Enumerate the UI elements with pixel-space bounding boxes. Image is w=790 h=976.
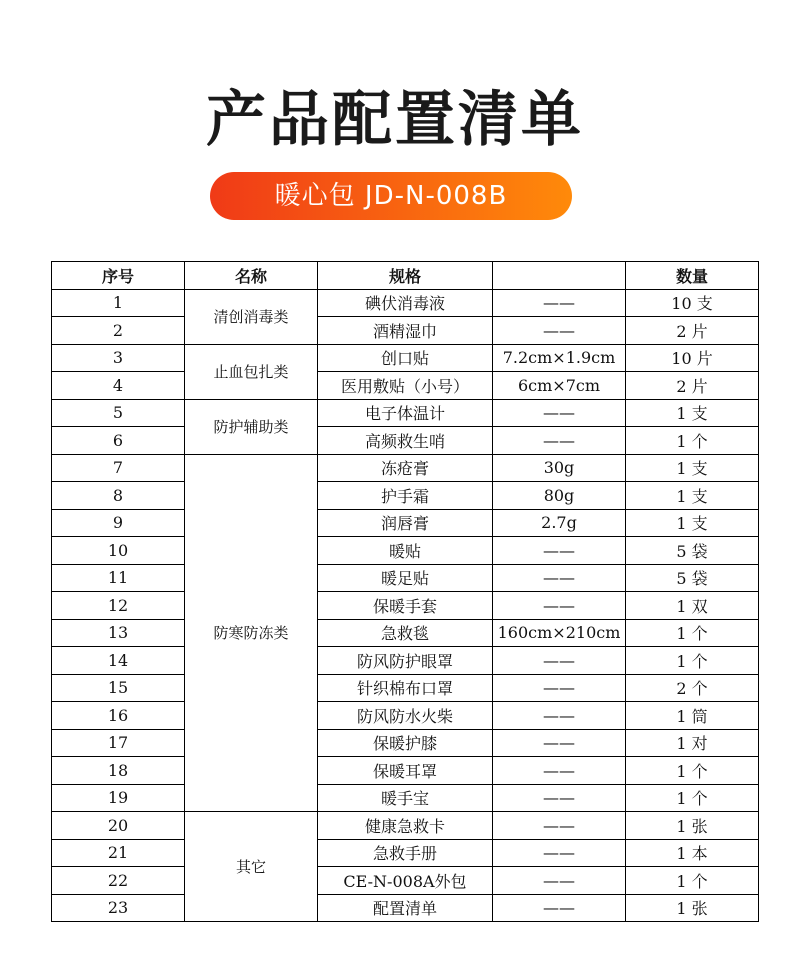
- cell-qty: 2 片: [626, 317, 759, 345]
- product-model-badge: 暖心包 JD-N-008B: [210, 172, 572, 220]
- table-row: [52, 812, 759, 840]
- cell-spec: ——: [493, 812, 626, 840]
- cell-no: 23: [52, 894, 185, 922]
- cell-item: 健康急救卡: [318, 812, 493, 840]
- cell-item: 冻疮膏: [318, 454, 493, 482]
- cell-qty: 5 袋: [626, 564, 759, 592]
- cell-no: 20: [52, 812, 185, 840]
- cell-item: 暖足贴: [318, 564, 493, 592]
- table-row: [52, 454, 759, 482]
- cell-spec: 2.7g: [493, 509, 626, 537]
- table-row: [52, 592, 759, 620]
- table-row: [52, 702, 759, 730]
- table-row: [52, 839, 759, 867]
- config-table: [51, 261, 759, 922]
- cell-qty: 1 双: [626, 592, 759, 620]
- cell-spec: ——: [493, 839, 626, 867]
- cell-item: 急救手册: [318, 839, 493, 867]
- cell-spec: ——: [493, 729, 626, 757]
- cell-qty: 1 支: [626, 454, 759, 482]
- cell-item: CE-N-008A外包: [318, 867, 493, 895]
- cell-no: 10: [52, 537, 185, 565]
- table-row: [52, 289, 759, 317]
- table-row: [52, 344, 759, 372]
- cell-spec: 160cm×210cm: [493, 619, 626, 647]
- cell-spec: ——: [493, 427, 626, 455]
- header-spec: [493, 262, 626, 290]
- table-row: [52, 729, 759, 757]
- cell-spec: ——: [493, 647, 626, 675]
- cell-no: 22: [52, 867, 185, 895]
- cell-item: 护手霜: [318, 482, 493, 510]
- cell-spec: 80g: [493, 482, 626, 510]
- cell-no: 2: [52, 317, 185, 345]
- cell-spec: ——: [493, 317, 626, 345]
- cell-category: 其它: [185, 812, 318, 922]
- cell-item: 创口贴: [318, 344, 493, 372]
- cell-item: 针织棉布口罩: [318, 674, 493, 702]
- table-row: [52, 757, 759, 785]
- cell-no: 8: [52, 482, 185, 510]
- cell-qty: 1 支: [626, 509, 759, 537]
- cell-category: 清创消毒类: [185, 289, 318, 344]
- table-row: [52, 427, 759, 455]
- cell-no: 17: [52, 729, 185, 757]
- cell-no: 19: [52, 784, 185, 812]
- page-title: 产品配置清单: [206, 85, 584, 155]
- cell-qty: 1 个: [626, 784, 759, 812]
- cell-qty: 1 个: [626, 867, 759, 895]
- cell-qty: 1 本: [626, 839, 759, 867]
- table-row: [52, 482, 759, 510]
- cell-spec: ——: [493, 564, 626, 592]
- table-row: [52, 867, 759, 895]
- cell-spec: ——: [493, 537, 626, 565]
- cell-no: 1: [52, 289, 185, 317]
- cell-item: 保暖手套: [318, 592, 493, 620]
- cell-spec: 6cm×7cm: [493, 372, 626, 400]
- cell-item: 保暖耳罩: [318, 757, 493, 785]
- table-row: [52, 619, 759, 647]
- cell-spec: 30g: [493, 454, 626, 482]
- cell-category: 防护辅助类: [185, 399, 318, 454]
- cell-item: 润唇膏: [318, 509, 493, 537]
- cell-item: 暖手宝: [318, 784, 493, 812]
- cell-no: 11: [52, 564, 185, 592]
- table-row: [52, 509, 759, 537]
- cell-item: 防风防护眼罩: [318, 647, 493, 675]
- header-no: 序号: [52, 262, 185, 290]
- cell-qty: 5 袋: [626, 537, 759, 565]
- cell-item: 暖贴: [318, 537, 493, 565]
- cell-qty: 1 对: [626, 729, 759, 757]
- header-qty: 数量: [626, 262, 759, 290]
- cell-qty: 1 个: [626, 619, 759, 647]
- cell-no: 13: [52, 619, 185, 647]
- cell-qty: 1 张: [626, 812, 759, 840]
- cell-item: 医用敷贴（小号）: [318, 372, 493, 400]
- cell-spec: 7.2cm×1.9cm: [493, 344, 626, 372]
- table-row: [52, 537, 759, 565]
- cell-qty: 1 张: [626, 894, 759, 922]
- cell-no: 12: [52, 592, 185, 620]
- cell-no: 4: [52, 372, 185, 400]
- cell-item: 防风防水火柴: [318, 702, 493, 730]
- cell-qty: 10 片: [626, 344, 759, 372]
- cell-no: 18: [52, 757, 185, 785]
- cell-spec: ——: [493, 702, 626, 730]
- cell-spec: ——: [493, 289, 626, 317]
- cell-qty: 1 支: [626, 482, 759, 510]
- cell-spec: ——: [493, 867, 626, 895]
- cell-qty: 10 支: [626, 289, 759, 317]
- cell-no: 21: [52, 839, 185, 867]
- table-row: [52, 894, 759, 922]
- cell-qty: 1 筒: [626, 702, 759, 730]
- cell-qty: 1 个: [626, 647, 759, 675]
- table-row: [52, 317, 759, 345]
- cell-no: 5: [52, 399, 185, 427]
- cell-no: 16: [52, 702, 185, 730]
- cell-spec: ——: [493, 399, 626, 427]
- table-row: [52, 784, 759, 812]
- cell-no: 15: [52, 674, 185, 702]
- cell-qty: 1 个: [626, 757, 759, 785]
- cell-no: 9: [52, 509, 185, 537]
- table-row: [52, 399, 759, 427]
- cell-qty: 1 支: [626, 399, 759, 427]
- table-row: [52, 647, 759, 675]
- cell-category: 防寒防冻类: [185, 454, 318, 812]
- header-item: 规格: [318, 262, 493, 290]
- cell-no: 6: [52, 427, 185, 455]
- cell-item: 电子体温计: [318, 399, 493, 427]
- cell-qty: 2 个: [626, 674, 759, 702]
- table-row: [52, 674, 759, 702]
- cell-no: 7: [52, 454, 185, 482]
- cell-no: 14: [52, 647, 185, 675]
- header-name: 名称: [185, 262, 318, 290]
- cell-item: 急救毯: [318, 619, 493, 647]
- table-header-row: [52, 262, 759, 290]
- cell-item: 配置清单: [318, 894, 493, 922]
- cell-spec: ——: [493, 674, 626, 702]
- cell-item: 高频救生哨: [318, 427, 493, 455]
- cell-spec: ——: [493, 592, 626, 620]
- cell-no: 3: [52, 344, 185, 372]
- cell-item: 酒精湿巾: [318, 317, 493, 345]
- cell-item: 碘伏消毒液: [318, 289, 493, 317]
- cell-qty: 1 个: [626, 427, 759, 455]
- cell-item: 保暖护膝: [318, 729, 493, 757]
- table-body: [52, 289, 759, 922]
- table-row: [52, 372, 759, 400]
- cell-category: 止血包扎类: [185, 344, 318, 399]
- cell-spec: ——: [493, 784, 626, 812]
- cell-qty: 2 片: [626, 372, 759, 400]
- cell-spec: ——: [493, 894, 626, 922]
- cell-spec: ——: [493, 757, 626, 785]
- table-row: [52, 564, 759, 592]
